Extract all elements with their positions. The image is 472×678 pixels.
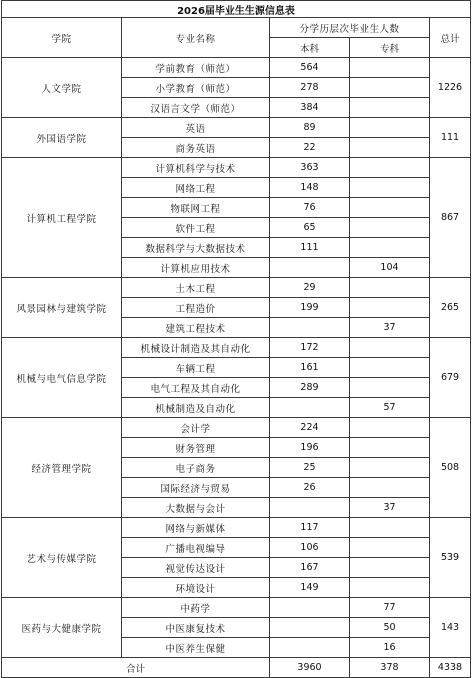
major-cell: 财务管理: [122, 438, 270, 458]
junior-cell: [350, 238, 430, 258]
junior-cell: [350, 538, 430, 558]
graduate-info-table: [1, 0, 471, 678]
junior-cell: [350, 98, 430, 118]
bachelor-cell: [270, 498, 350, 518]
bachelor-cell: 65: [270, 218, 350, 238]
bachelor-cell: 148: [270, 178, 350, 198]
junior-cell: [350, 338, 430, 358]
bachelor-cell: 167: [270, 558, 350, 578]
junior-cell: [350, 138, 430, 158]
junior-cell: [350, 78, 430, 98]
major-cell: 软件工程: [122, 218, 270, 238]
college-cell: 机械与电气信息学院: [2, 338, 122, 418]
bachelor-cell: 149: [270, 578, 350, 598]
junior-cell: 37: [350, 498, 430, 518]
table-row: [2, 518, 471, 538]
table-row: [2, 58, 471, 78]
total-junior: 378: [350, 658, 430, 678]
junior-cell: [350, 198, 430, 218]
bachelor-cell: 196: [270, 438, 350, 458]
bachelor-cell: [270, 618, 350, 638]
bachelor-cell: 289: [270, 378, 350, 398]
header-major: 专业名称: [122, 18, 270, 58]
junior-cell: [350, 458, 430, 478]
table-row: [2, 118, 471, 138]
major-cell: 网络工程: [122, 178, 270, 198]
bachelor-cell: 106: [270, 538, 350, 558]
junior-cell: 104: [350, 258, 430, 278]
total-cell: 265: [430, 278, 471, 338]
college-cell: 人文学院: [2, 58, 122, 118]
table-row: [2, 418, 471, 438]
bachelor-cell: 117: [270, 518, 350, 538]
major-cell: 机械设计制造及其自动化: [122, 338, 270, 358]
header-bachelor: 本科: [270, 38, 350, 58]
junior-cell: [350, 358, 430, 378]
major-cell: 广播电视编导: [122, 538, 270, 558]
total-cell: 143: [430, 598, 471, 658]
major-cell: 物联网工程: [122, 198, 270, 218]
junior-cell: [350, 418, 430, 438]
junior-cell: [350, 558, 430, 578]
junior-cell: [350, 278, 430, 298]
junior-cell: [350, 118, 430, 138]
bachelor-cell: 564: [270, 58, 350, 78]
bachelor-cell: 89: [270, 118, 350, 138]
table-row: [2, 598, 471, 618]
header-college: 学院: [2, 18, 122, 58]
bachelor-cell: 199: [270, 298, 350, 318]
major-cell: 环境设计: [122, 578, 270, 598]
bachelor-cell: [270, 398, 350, 418]
total-cell: 679: [430, 338, 471, 418]
table-row: [2, 158, 471, 178]
bachelor-cell: 224: [270, 418, 350, 438]
major-cell: 中医康复技术: [122, 618, 270, 638]
college-cell: 艺术与传媒学院: [2, 518, 122, 598]
major-cell: 学前教育（师范）: [122, 58, 270, 78]
junior-cell: [350, 218, 430, 238]
major-cell: 工程造价: [122, 298, 270, 318]
bachelor-cell: [270, 638, 350, 658]
major-cell: 建筑工程技术: [122, 318, 270, 338]
bachelor-cell: [270, 598, 350, 618]
major-cell: 计算机科学与技术: [122, 158, 270, 178]
major-cell: 土木工程: [122, 278, 270, 298]
header-total: 总计: [430, 18, 471, 58]
major-cell: 商务英语: [122, 138, 270, 158]
bachelor-cell: 172: [270, 338, 350, 358]
bachelor-cell: 26: [270, 478, 350, 498]
junior-cell: 37: [350, 318, 430, 338]
bachelor-cell: 29: [270, 278, 350, 298]
college-cell: 经济管理学院: [2, 418, 122, 518]
major-cell: 数据科学与大数据技术: [122, 238, 270, 258]
junior-cell: [350, 518, 430, 538]
table-body: [2, 58, 471, 658]
total-cell: 867: [430, 158, 471, 278]
total-cell: 111: [430, 118, 471, 158]
major-cell: 小学教育（师范）: [122, 78, 270, 98]
junior-cell: [350, 58, 430, 78]
bachelor-cell: [270, 318, 350, 338]
major-cell: 汉语言文学（师范）: [122, 98, 270, 118]
major-cell: 计算机应用技术: [122, 258, 270, 278]
total-bachelor: 3960: [270, 658, 350, 678]
junior-cell: 16: [350, 638, 430, 658]
college-cell: 外国语学院: [2, 118, 122, 158]
major-cell: 网络与新媒体: [122, 518, 270, 538]
major-cell: 英语: [122, 118, 270, 138]
junior-cell: [350, 478, 430, 498]
junior-cell: 57: [350, 398, 430, 418]
major-cell: 机械制造及自动化: [122, 398, 270, 418]
bachelor-cell: 384: [270, 98, 350, 118]
junior-cell: 50: [350, 618, 430, 638]
major-cell: 视觉传达设计: [122, 558, 270, 578]
table-row: [2, 338, 471, 358]
total-cell: 1226: [430, 58, 471, 118]
bachelor-cell: 278: [270, 78, 350, 98]
junior-cell: [350, 178, 430, 198]
major-cell: 电气工程及其自动化: [122, 378, 270, 398]
junior-cell: 77: [350, 598, 430, 618]
junior-cell: [350, 298, 430, 318]
college-cell: 风景园林与建筑学院: [2, 278, 122, 338]
major-cell: 国际经济与贸易: [122, 478, 270, 498]
bachelor-cell: 25: [270, 458, 350, 478]
major-cell: 中药学: [122, 598, 270, 618]
bachelor-cell: [270, 258, 350, 278]
college-cell: 医药与大健康学院: [2, 598, 122, 658]
college-cell: 计算机工程学院: [2, 158, 122, 278]
header-junior: 专科: [350, 38, 430, 58]
junior-cell: [350, 158, 430, 178]
total-cell: 508: [430, 418, 471, 518]
major-cell: 会计学: [122, 418, 270, 438]
junior-cell: [350, 578, 430, 598]
table-title: 2026届毕业生生源信息表: [2, 1, 471, 18]
table-row: [2, 278, 471, 298]
junior-cell: [350, 378, 430, 398]
major-cell: 大数据与会计: [122, 498, 270, 518]
major-cell: 车辆工程: [122, 358, 270, 378]
total-label: 合计: [2, 658, 270, 678]
grand-total: 4338: [430, 658, 471, 678]
junior-cell: [350, 438, 430, 458]
major-cell: 中医养生保健: [122, 638, 270, 658]
major-cell: 电子商务: [122, 458, 270, 478]
bachelor-cell: 161: [270, 358, 350, 378]
bachelor-cell: 22: [270, 138, 350, 158]
bachelor-cell: 76: [270, 198, 350, 218]
total-cell: 539: [430, 518, 471, 598]
bachelor-cell: 363: [270, 158, 350, 178]
bachelor-cell: 111: [270, 238, 350, 258]
header-group: 分学历层次毕业生人数: [270, 18, 430, 38]
